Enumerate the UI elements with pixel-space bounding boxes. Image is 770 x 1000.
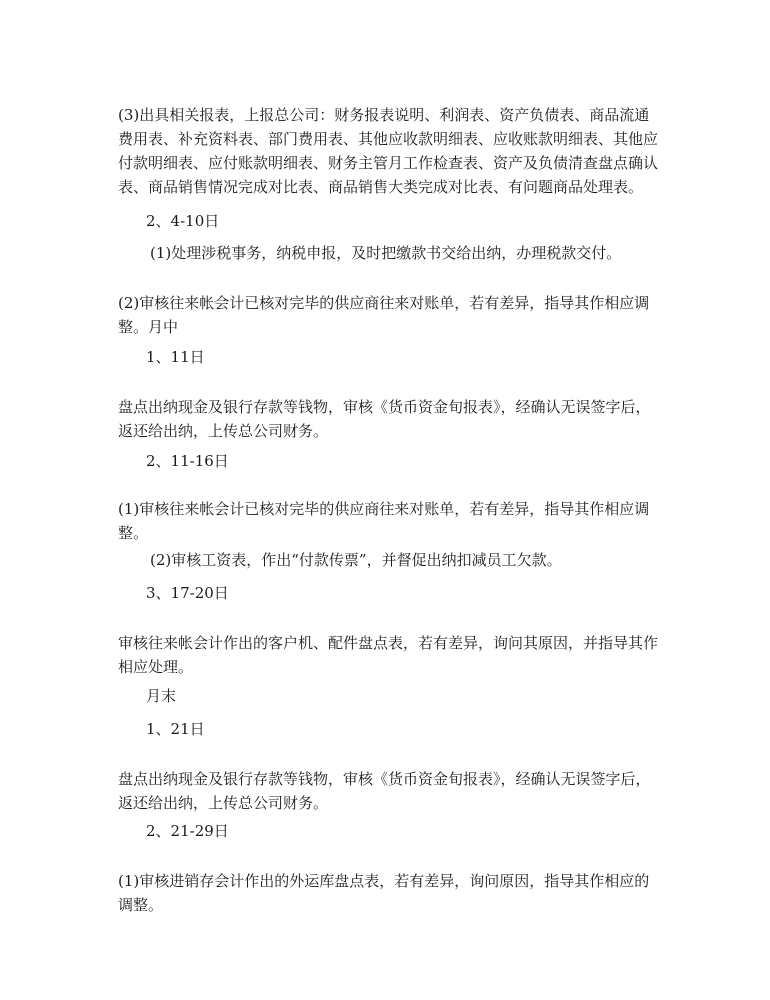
paragraph-supplier-reconcile: (2)审核往来帐会计已核对完毕的供应商往来对账单，若有差异，指导其作相应调整。月中: [118, 294, 650, 336]
heading-day-21: 1、21日: [146, 720, 205, 738]
paragraph-cash-count-2: 盘点出纳现金及银行存款等钱物，审核《货币资金旬报表》，经确认无误签字后，返还给出纳，上传总公司财务。: [118, 770, 651, 812]
paragraph-tax: (1)处理涉税事务，纳税申报，及时把缴款书交给出纳，办理税款交付。: [150, 244, 622, 262]
paragraph-supplier-reconcile-2: (1)审核往来帐会计已核对完毕的供应商往来对账单，若有差异，指导其作相应调整。: [118, 500, 650, 542]
paragraph-customer-inventory: 审核往来帐会计作出的客户机、配件盘点表，若有差异，询问其原因，并指导其作相应处理。: [118, 634, 659, 676]
paragraph-warehouse-inventory: (1)审核进销存会计作出的外运库盘点表，若有差异，询问原因，指导其作相应的调整。: [118, 872, 650, 914]
heading-month-end: 月末: [146, 687, 177, 705]
heading-day-11: 1、11日: [146, 348, 205, 366]
heading-day-11-16: 2、11-16日: [146, 452, 229, 470]
paragraph-reports: (3)出具相关报表，上报总公司：财务报表说明、利润表、资产负债表、商品流通费用表、补充资料表、部门费用表、其他应收款明细表、应收账款明细表、其他应付款明细表、应付账款明细表、财务主管月工作检查表、资产及负债清查盘点确认表、商品销售情况完成对比表、商品销售大类完成对比表、有问题商品处理表。: [118, 106, 659, 196]
heading-day-4-10: 2、4-10日: [146, 212, 220, 230]
heading-day-17-20: 3、17-20日: [146, 584, 229, 602]
heading-day-21-29: 2、21-29日: [146, 822, 229, 840]
paragraph-cash-count-1: 盘点出纳现金及银行存款等钱物，审核《货币资金旬报表》，经确认无误签字后，返还给出纳，上传总公司财务。: [118, 398, 651, 440]
paragraph-payroll: (2)审核工资表，作出“付款传票”，并督促出纳扣减员工欠款。: [150, 551, 562, 569]
